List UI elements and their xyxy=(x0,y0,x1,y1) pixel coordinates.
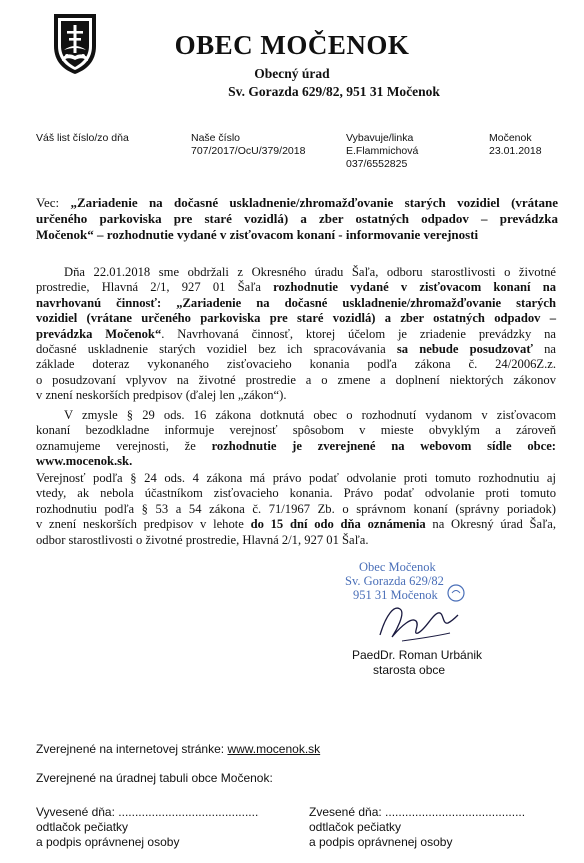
p2-line: oznamujeme verejnosti, že rozhodnutie je zverejnené na webovom sídle obce: xyxy=(36,438,556,453)
published-board-label: Zverejnené na úradnej tabuli obce Močenok: xyxy=(36,771,273,785)
p3-line: rozhodnutiu podľa § 53 a 54 zákona č. 71/1967 Zb. o správnom konaní (správny poriadok) xyxy=(36,501,556,516)
office-name: Obecný úrad xyxy=(254,66,330,81)
office-address-text: Sv. Gorazda 629/82, 951 31 Močenok xyxy=(228,84,440,99)
published-internet-label: Zverejnené na internetovej stránke: xyxy=(36,742,228,756)
emphasis-text: prevádzka Močenok“ xyxy=(36,326,162,341)
subject-text-3: Močenok“ – rozhodnutie vydané v zisťovacom konaní - informovanie verejnosti xyxy=(36,227,479,242)
body-paragraph-3 xyxy=(36,471,556,548)
signatory-title: starosta obce xyxy=(373,663,446,677)
p1-line: v znení neskorších predpisov (ďalej len „zákon“). xyxy=(36,388,287,403)
office-address xyxy=(0,84,584,100)
emphasis-text: rozhodnutie vydané v zisťovacom konaní na xyxy=(273,280,556,295)
website-link[interactable]: www.mocenok.sk xyxy=(227,742,321,756)
emphasis-text: do 15 dní odo dňa oznámenia xyxy=(250,517,426,532)
stamp-line-3: 951 31 Močenok xyxy=(353,588,438,602)
subject-block xyxy=(36,195,558,243)
emphasis-text: sa nebude posudzovať xyxy=(396,342,533,357)
handled-by-phone: 037/6552825 xyxy=(346,158,408,170)
place-date-column xyxy=(489,132,542,158)
stamp-line-2: Sv. Gorazda 629/82 xyxy=(345,574,444,588)
our-number-value: 707/2017/OcU/379/2018 xyxy=(191,145,306,157)
emphasis-text: vozidiel (vrátane určeného parkoviska pre staré vozidlá) a zber ostatných odpadov – xyxy=(36,311,556,326)
subject-text-2: určeného parkoviska pre staré vozidlá) a zber ostatných odpadov – prevádzka xyxy=(36,211,558,226)
municipality-title: OBEC MOČENOK xyxy=(174,30,410,60)
handled-by-label: Vybavuje/linka xyxy=(346,132,414,144)
subject-prefix: Vec: xyxy=(36,195,71,210)
emphasis-text: navrhovanú činnosť: „Zariadenie na dočasné uskladnenie/zhromažďovanie starých xyxy=(36,295,556,310)
posted-stamp-label: odtlačok pečiatky xyxy=(36,820,129,834)
removed-block xyxy=(309,805,525,850)
p3-line: odbor starostlivosti o životné prostredie, Hlavná 2/1, 927 01 Šaľa. xyxy=(36,532,369,547)
signatory-block xyxy=(352,648,482,678)
subject-text-1: „Zariadenie na dočasné uskladnenie/zhromažďovanie starých vozidiel (vrátane xyxy=(70,195,558,210)
handwritten-signature xyxy=(372,595,462,650)
handled-by-column xyxy=(346,132,418,171)
p3-line: v znení neskorších predpisov v lehote do 15 dní odo dňa oznámenia na Okresný úrad Šaľa, xyxy=(36,517,556,532)
p1-line: prevádzka Močenok“. Navrhovaná činnosť, ktorej účelom je zriadenie prevádzky na xyxy=(36,326,556,341)
posted-signature-label: a podpis oprávnenej osoby xyxy=(36,835,180,849)
our-number-label: Naše číslo xyxy=(191,132,241,144)
p1-line: Dňa 22.01.2018 sme obdržali z Okresného úradu Šaľa, odboru starostlivosti o životné xyxy=(64,265,556,279)
stamp-line-1: Obec Močenok xyxy=(359,560,436,574)
p2-line-website: www.mocenok.sk. xyxy=(36,454,133,469)
published-internet xyxy=(36,742,320,757)
posted-block xyxy=(36,805,258,850)
p3-line: Verejnosť podľa § 24 ods. 4 zákona má právo podať odvolanie proti tomuto rozhodnutiu aj xyxy=(36,471,556,485)
our-number-column xyxy=(191,132,305,158)
p2-line: V zmysle § 29 ods. 16 zákona dotknutá obec o rozhodnutí vydanom v zisťovacom xyxy=(64,408,556,422)
p2-line: konaní bezodkladne informuje verejnosť spôsobom v mieste obvyklým a zároveň xyxy=(36,423,556,438)
removed-stamp-label: odtlačok pečiatky xyxy=(309,820,402,834)
p1-line: prostredie, Hlavná 2/1, 927 01 Šaľa rozhodnutie vydané v zisťovacom konaní na xyxy=(36,280,556,295)
p1-line: dočasné uskladnenie starých vozidiel bez ich spracovávania sa nebude posudzovať na xyxy=(36,342,556,357)
removed-date-label: Zvesené dňa: .......................................... xyxy=(309,805,526,819)
emphasis-text: rozhodnutie je zverejnené na webovom sídle obce: xyxy=(211,438,556,453)
subject-line-2 xyxy=(36,211,558,227)
your-letter-label: Váš list číslo/zo dňa xyxy=(36,132,129,144)
posted-date-label: Vyvesené dňa: .......................................... xyxy=(36,805,259,819)
your-letter-column xyxy=(36,132,129,145)
removed-signature-label: a podpis oprávnenej osoby xyxy=(309,835,453,849)
body-paragraph-2 xyxy=(36,408,556,470)
handled-by-name: E.Flammichová xyxy=(346,145,419,157)
place: Močenok xyxy=(489,132,532,144)
subject-line-1 xyxy=(36,195,558,211)
date: 23.01.2018 xyxy=(489,145,542,157)
p1-line: o posudzovaní vplyvov na životné prostredie a o zmene a doplnení niektorých zákonov xyxy=(36,372,556,387)
p1-line: základe doteraz vykonaného zisťovacieho konania podľa zákona č. 24/2006Z.z. xyxy=(36,357,556,372)
p1-line xyxy=(36,296,556,311)
p3-line: vtedy, ak nebola účastníkom zisťovacieho konania. Právo podať odvolanie proti tomuto xyxy=(36,486,556,501)
subject-line-3 xyxy=(36,227,558,243)
body-paragraph-1 xyxy=(36,265,556,404)
signatory-name: PaedDr. Roman Urbánik xyxy=(352,648,483,662)
p1-line xyxy=(36,311,556,326)
